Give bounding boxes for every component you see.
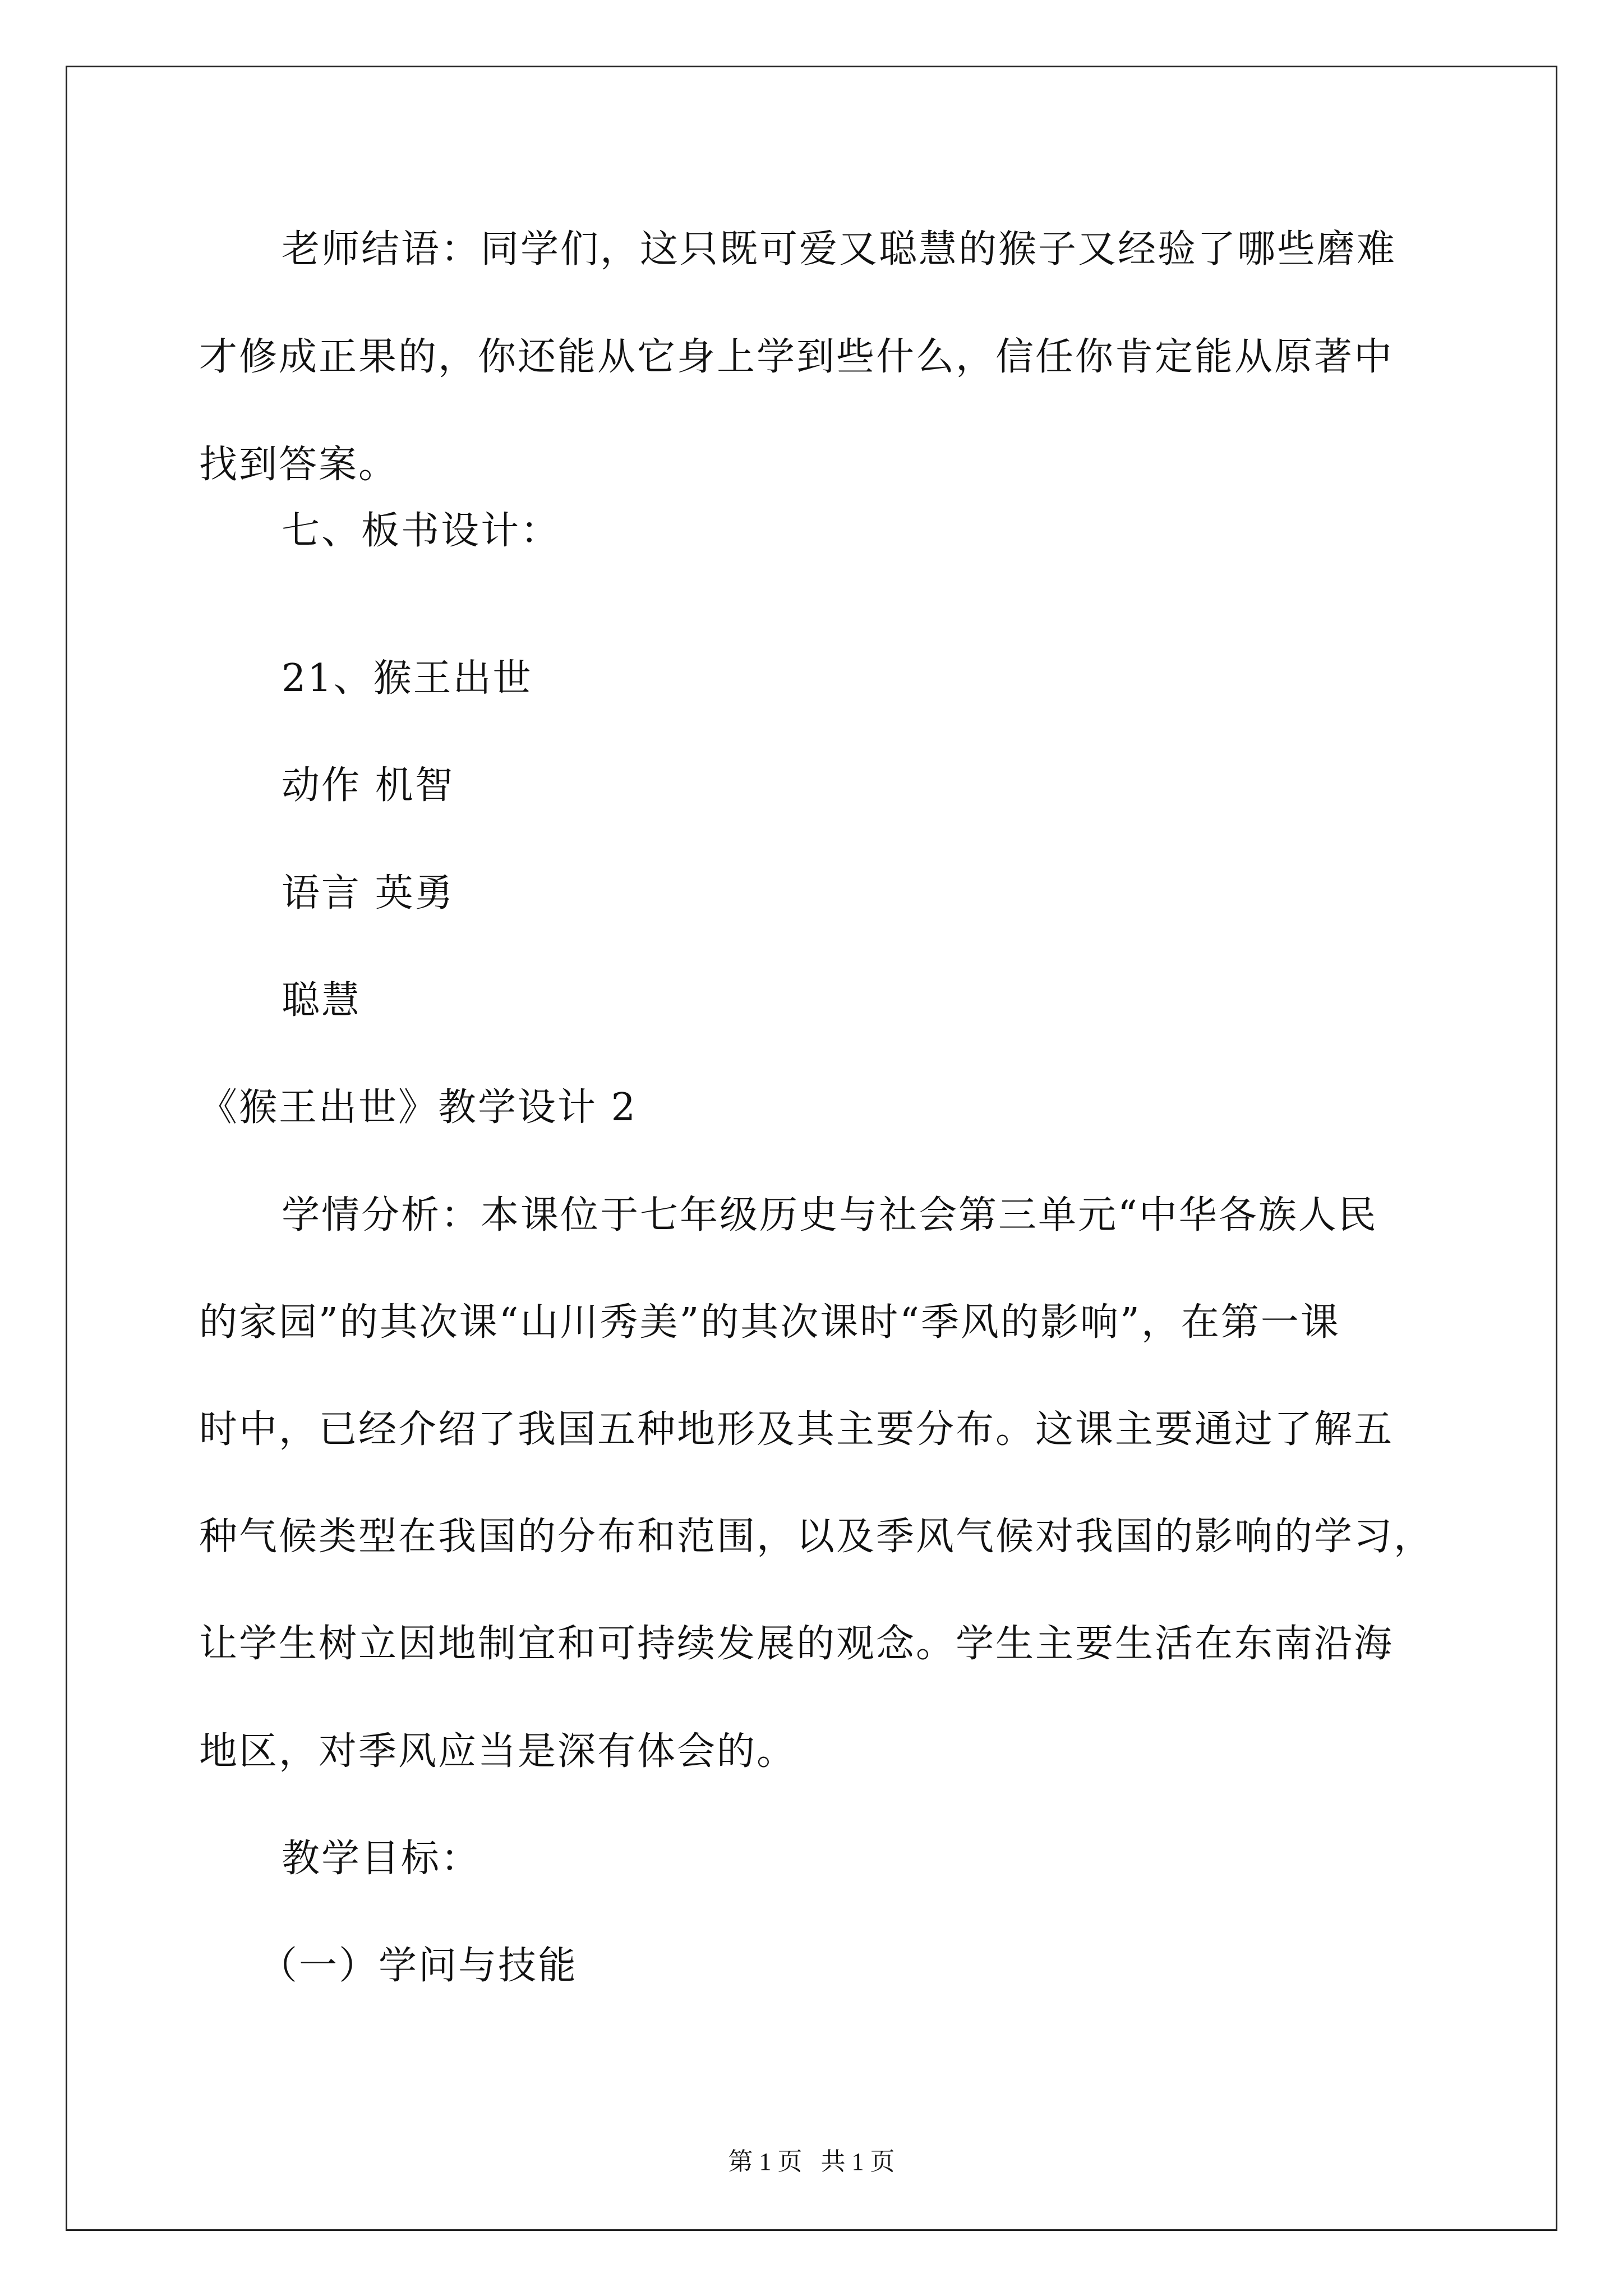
section-heading: 教学目标： [282, 1837, 481, 1881]
board-title: 21、猴王出世 [282, 656, 533, 701]
board-line: 语言 英勇 [282, 871, 455, 915]
paragraph-line: 地区，对季风应当是深有体会的。 [199, 1729, 797, 1774]
subsection-heading: （一）学问与技能 [259, 1944, 578, 1988]
page-border [66, 66, 1557, 2231]
paragraph-line: 的家园”的其次课“山川秀美”的其次课时“季风的影响”，在第一课 [199, 1300, 1340, 1345]
board-line: 动作 机智 [282, 763, 455, 808]
paragraph-line: 种气候类型在我国的分布和范围，以及季风气候对我国的影响的学习， [199, 1515, 1434, 1559]
paragraph-line: 学情分析：本课位于七年级历史与社会第三单元“中华各族人民 [282, 1193, 1378, 1237]
section-heading: 七、板书设计： [282, 509, 561, 553]
paragraph-line: 让学生树立因地制宜和可持续发展的观念。学生主要生活在东南沿海 [199, 1622, 1394, 1666]
document-title: 《猴王出世》教学设计 2 [199, 1085, 637, 1130]
paragraph-line: 老师结语：同学们，这只既可爱又聪慧的猴子又经验了哪些磨难 [282, 227, 1397, 272]
paragraph-line: 才修成正果的，你还能从它身上学到些什么，信任你肯定能从原著中 [199, 335, 1394, 379]
board-line: 聪慧 [282, 978, 362, 1023]
paragraph-line: 找到答案。 [199, 443, 399, 487]
paragraph-line: 时中，已经介绍了我国五种地形及其主要分布。这课主要通过了解五 [199, 1407, 1394, 1452]
page-footer: 第 1 页 共 1 页 [728, 2148, 895, 2175]
